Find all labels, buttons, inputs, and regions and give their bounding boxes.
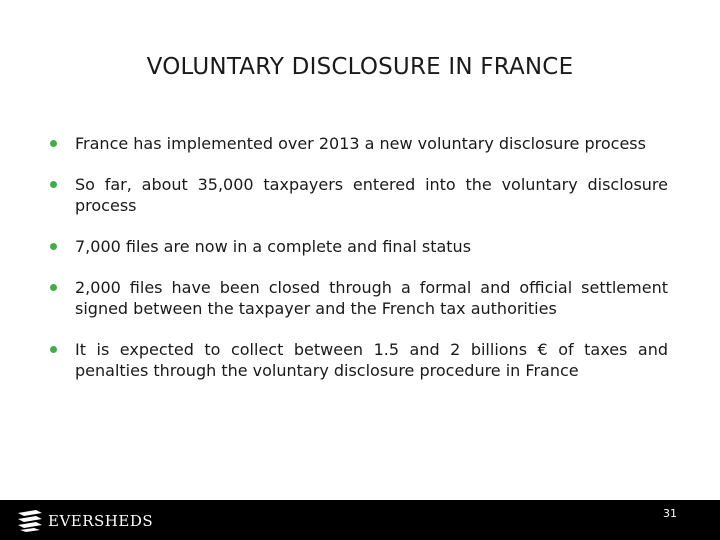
bullet-icon bbox=[50, 181, 57, 188]
eversheds-logo bbox=[16, 509, 153, 533]
bullet-item bbox=[48, 174, 668, 216]
bullet-text: 2,000 files have been closed through a formal and official settlement signed between the taxpayer and the French tax authorities bbox=[75, 278, 668, 318]
page-number: 31 bbox=[663, 507, 677, 520]
eversheds-logo-icon bbox=[16, 509, 44, 533]
bullet-item bbox=[48, 339, 668, 381]
logo-text: EVERSHEDS bbox=[48, 512, 154, 530]
bullet-icon bbox=[50, 140, 57, 147]
bullet-text: France has implemented over 2013 a new voluntary disclosure process bbox=[75, 134, 646, 153]
bullet-icon bbox=[50, 346, 57, 353]
footer-bar bbox=[0, 500, 720, 540]
bullet-text: So far, about 35,000 taxpayers entered into the voluntary disclosure process bbox=[75, 175, 668, 215]
bullet-item bbox=[48, 236, 668, 257]
slide-title: VOLUNTARY DISCLOSURE IN FRANCE bbox=[146, 54, 574, 80]
bullet-icon bbox=[50, 284, 57, 291]
bullet-text: 7,000 files are now in a complete and final status bbox=[75, 237, 472, 256]
bullet-icon bbox=[50, 243, 57, 250]
bullet-text: It is expected to collect between 1.5 and 2 billions € of taxes and penalties through the voluntary disclosure procedure in France bbox=[75, 340, 668, 380]
bullet-list bbox=[48, 133, 668, 401]
bullet-item bbox=[48, 277, 668, 319]
bullet-item bbox=[48, 133, 668, 154]
